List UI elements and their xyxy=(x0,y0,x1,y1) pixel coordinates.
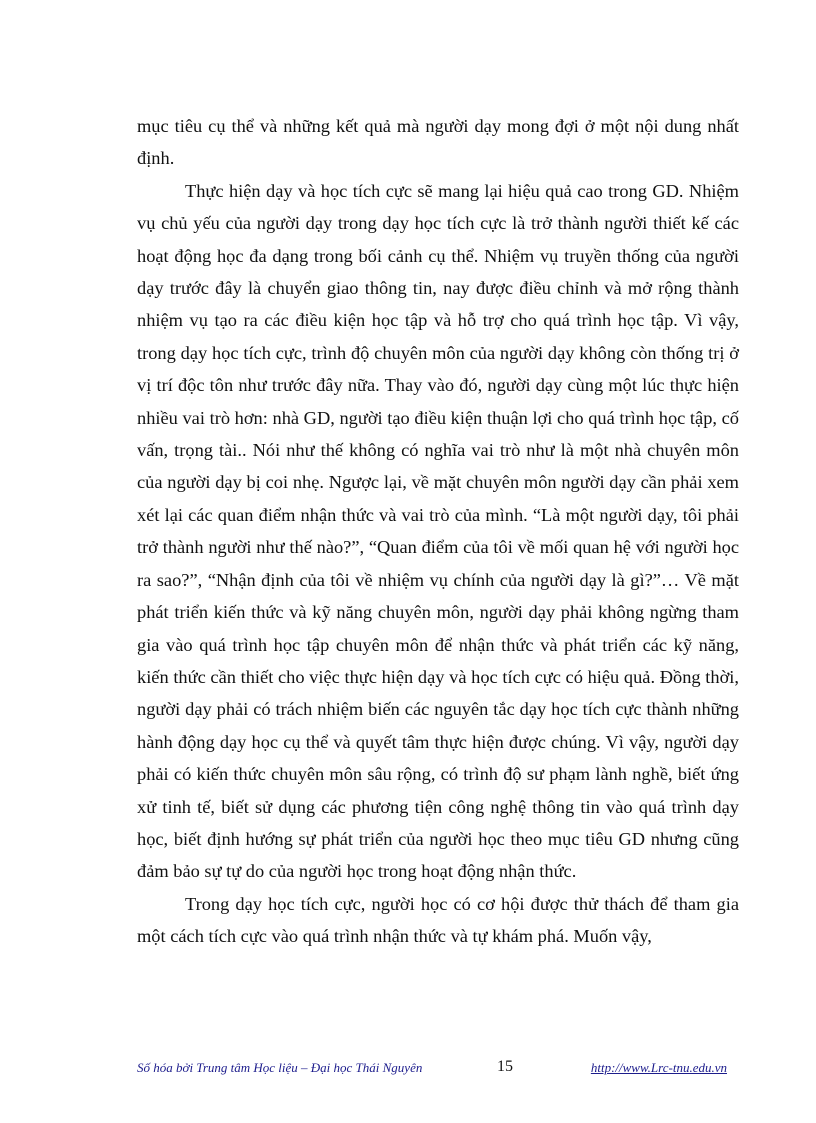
page-footer xyxy=(137,1058,739,1080)
paragraph-continuation: mục tiêu cụ thể và những kết quả mà người dạy mong đợi ở một nội dung nhất định. xyxy=(137,116,739,169)
page-number: 15 xyxy=(497,1058,513,1075)
footer-credit: Số hóa bởi Trung tâm Học liệu – Đại học Thái Nguyên xyxy=(137,1060,423,1075)
footer-url-link[interactable]: http://www.Lrc-tnu.edu.vn xyxy=(590,1060,727,1075)
body-text xyxy=(137,110,739,953)
paragraph-learner-role: Trong dạy học tích cực, người học có cơ hội được thử thách để tham gia một cách tích cực vào quá trình nhận thức và tự khám phá. Muốn vậy, xyxy=(137,893,739,947)
paragraph-active-teaching: Thực hiện dạy và học tích cực sẽ mang lại hiệu quả cao trong GD. Nhiệm vụ chủ yếu của người dạy trong dạy học tích cực là trở thành người thiết kế các hoạt động học đa dạng trong bối cảnh cụ thể. Nhiệm vụ truyền thống của người dạy trước đây là chuyển giao thông tin, nay được điều chỉnh và mở rộng thành nhiệm vụ tạo ra các điều kiện học tập và hỗ trợ cho quá trình học tập. Vì vậy, trong dạy học tích cực, trình độ chuyên môn của người dạy không còn thống trị ở vị trí độc tôn như trước đây nữa. Thay vào đó, người dạy cùng một lúc thực hiện nhiều vai trò hơn: nhà GD, người tạo điều kiện thuận lợi cho quá trình học tập, cố vấn, trọng tài.. Nói như thế không có nghĩa vai trò như là một nhà chuyên môn của người dạy bị coi nhẹ. Ngược lại, về mặt chuyên môn người dạy cần phải xem xét lại các quan điểm nhận thức và vai trò của mình. “Là một người dạy, tôi phải trở thành người như thế nào?”, “Quan điểm của tôi về mối quan hệ với người học ra sao?”, “Nhận định của tôi về nhiệm vụ chính của người dạy là gì?”… Về mặt phát triển kiến thức và kỹ năng chuyên môn, người dạy phải không ngừng tham gia vào quá trình học tập chuyên môn để nhận thức và phát triển các kỹ năng, kiến thức cần thiết cho việc thực hiện dạy và học tích cực có hiệu quả. Đồng thời, người dạy phải có trách nhiệm biến các nguyên tắc dạy học tích cực thành những hành động dạy học cụ thể và quyết tâm thực hiện được chúng. Vì vậy, người dạy phải có kiến thức chuyên môn sâu rộng, có trình độ sư phạm lành nghề, biết ứng xử tinh tế, biết sử dụng các phương tiện công nghệ thông tin vào quá trình dạy học, biết định hướng sự phát triển của người học theo mục tiêu GD nhưng cũng đảm bảo sự tự do của người học trong hoạt động nhận thức. xyxy=(137,180,739,882)
